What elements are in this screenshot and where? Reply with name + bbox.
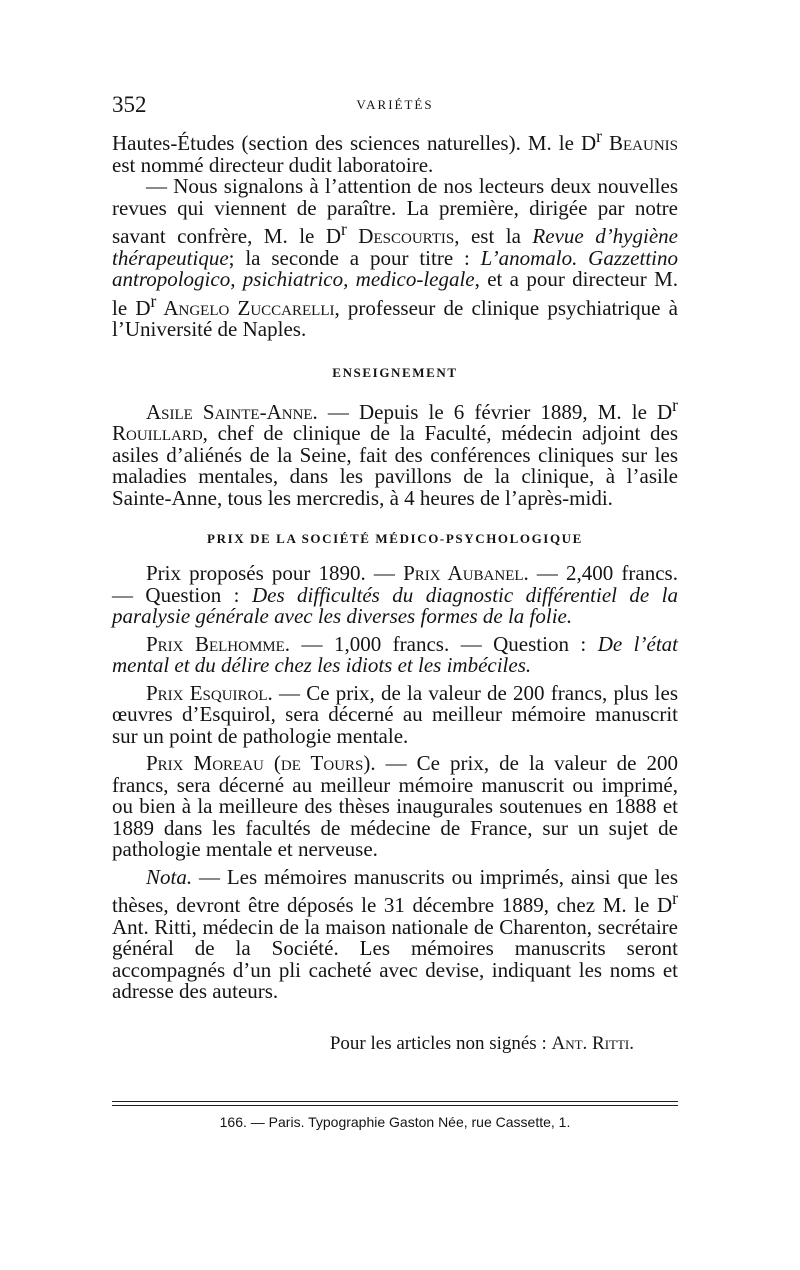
paragraph-prix-aubanel <box>112 563 678 628</box>
paragraph-asile <box>112 395 678 510</box>
paragraph-laboratoire <box>112 126 678 176</box>
text-run: , et a pour directeur M. le D <box>112 267 678 320</box>
section-heading-enseignement: ENSEIGNEMENT <box>332 364 458 380</box>
running-title: VARIÉTÉS <box>356 97 434 112</box>
question-text: De l’état mental et du délire chez les idiots et les imbéciles. <box>112 631 678 677</box>
superscript: r <box>341 219 347 239</box>
paragraph-prix-esquirol <box>112 680 679 748</box>
printer-imprint: 166. — Paris. Typographie Gaston Née, rue Cassette, 1. <box>219 1114 571 1130</box>
prize-name: Prix Esquirol. <box>146 680 273 705</box>
text-run: est nommé directeur dudit laboratoire. <box>112 152 434 177</box>
person-name: Descourtis <box>346 224 455 248</box>
signature-line <box>112 1033 678 1055</box>
run-in-heading: Asile Sainte-Anne. <box>146 399 318 424</box>
text-run: Ant. Ritti, médecin de la maison nationale de Charenton, secrétaire général de la Société. Les mémoires manuscrits seront accompagnés d’un pli cacheté avec devise, indiquant les noms et adresse des auteurs. <box>112 914 678 1003</box>
journal-title: L’anomalo. Gazzettino antropologico, psichiatrico, medico-legale <box>112 245 678 291</box>
text-run: — 1,000 francs. — Question : <box>290 631 598 656</box>
text-run: , est la <box>454 224 533 248</box>
text-run: Hautes-Études (section des sciences naturelles). M. le D <box>112 131 597 155</box>
paragraph-revues <box>112 176 678 341</box>
paragraph-nota <box>112 864 678 1003</box>
text-run: — Depuis le 6 février 1889, M. le D <box>317 399 673 424</box>
person-name: Angelo Zuccarelli <box>156 295 335 320</box>
footer-rule <box>112 1101 678 1102</box>
text-run: ; la seconde a pour titre : <box>228 245 481 270</box>
text-run: Prix proposés pour 1890. — <box>146 561 404 585</box>
person-name: Beaunis <box>601 131 678 155</box>
page-number: 352 <box>112 92 147 117</box>
text-run: — Les mémoires manuscrits ou imprimés, ainsi que les thèses, devront être déposés le 31 décembre 1889, chez M. le D <box>112 864 678 917</box>
section-heading-prix: PRIX DE LA SOCIÉTÉ MÉDICO-PSYCHOLOGIQUE <box>207 531 583 546</box>
text-run: , chef de clinique de la Faculté, médecin adjoint des asiles d’aliénés de la Seine, fait des conférences cliniques sur les maladies mentales, dans les pavillons de la clinique, à l’asile Sainte-Anne, tous les mercredis, à 4 heures de l’après-midi. <box>112 421 678 510</box>
journal-title: Revue d’hygiène thérapeutique <box>112 224 678 270</box>
text-run: — Ce prix, de la valeur de 200 francs, sera décerné au meilleur mémoire manuscrit ou imprimé, ou bien à la meilleure des thèses inaugurales soutenues en 1888 et 1889 dans les facultés de médecine de France, sur un sujet de pathologie mentale et nerveuse. <box>112 751 679 861</box>
text-run: — 2,400 francs. — Question : <box>112 561 678 607</box>
signature-text: Pour les articles non signés : <box>329 1032 552 1054</box>
footer-rule <box>112 1105 678 1106</box>
text-run: , professeur de clinique psychiatrique à l’Université de Naples. <box>112 295 678 341</box>
nota-label: Nota. <box>146 864 193 889</box>
signature-name: Ant. Ritti. <box>551 1032 634 1054</box>
question-text: Des difficultés du diagnostic différentiel de la paralysie générale avec les diverses formes de la folie. <box>112 582 678 628</box>
superscript: r <box>672 888 678 908</box>
paragraph-prix-belhomme <box>112 631 678 677</box>
page-header <box>112 92 678 116</box>
prize-name: Prix Moreau (de Tours). <box>146 751 376 775</box>
superscript: r <box>672 394 678 415</box>
prize-name: Prix Aubanel. <box>403 561 529 585</box>
superscript: r <box>596 126 602 146</box>
text-run: — Nous signalons à l’attention de nos lecteurs deux nouvelles revues qui viennent de paraître. La première, dirigée par notre savant confrère, M. le D <box>112 174 678 248</box>
paragraph-prix-moreau <box>112 753 678 861</box>
prize-name: Prix Belhomme. <box>146 631 291 656</box>
superscript: r <box>150 290 157 311</box>
person-name: Rouillard <box>112 421 203 445</box>
article-body <box>112 126 678 1054</box>
text-run: — Ce prix, de la valeur de 200 francs, plus les œuvres d’Esquirol, sera décerné au meilleur mémoire manuscrit sur un point de pathologie mentale. <box>112 680 679 748</box>
